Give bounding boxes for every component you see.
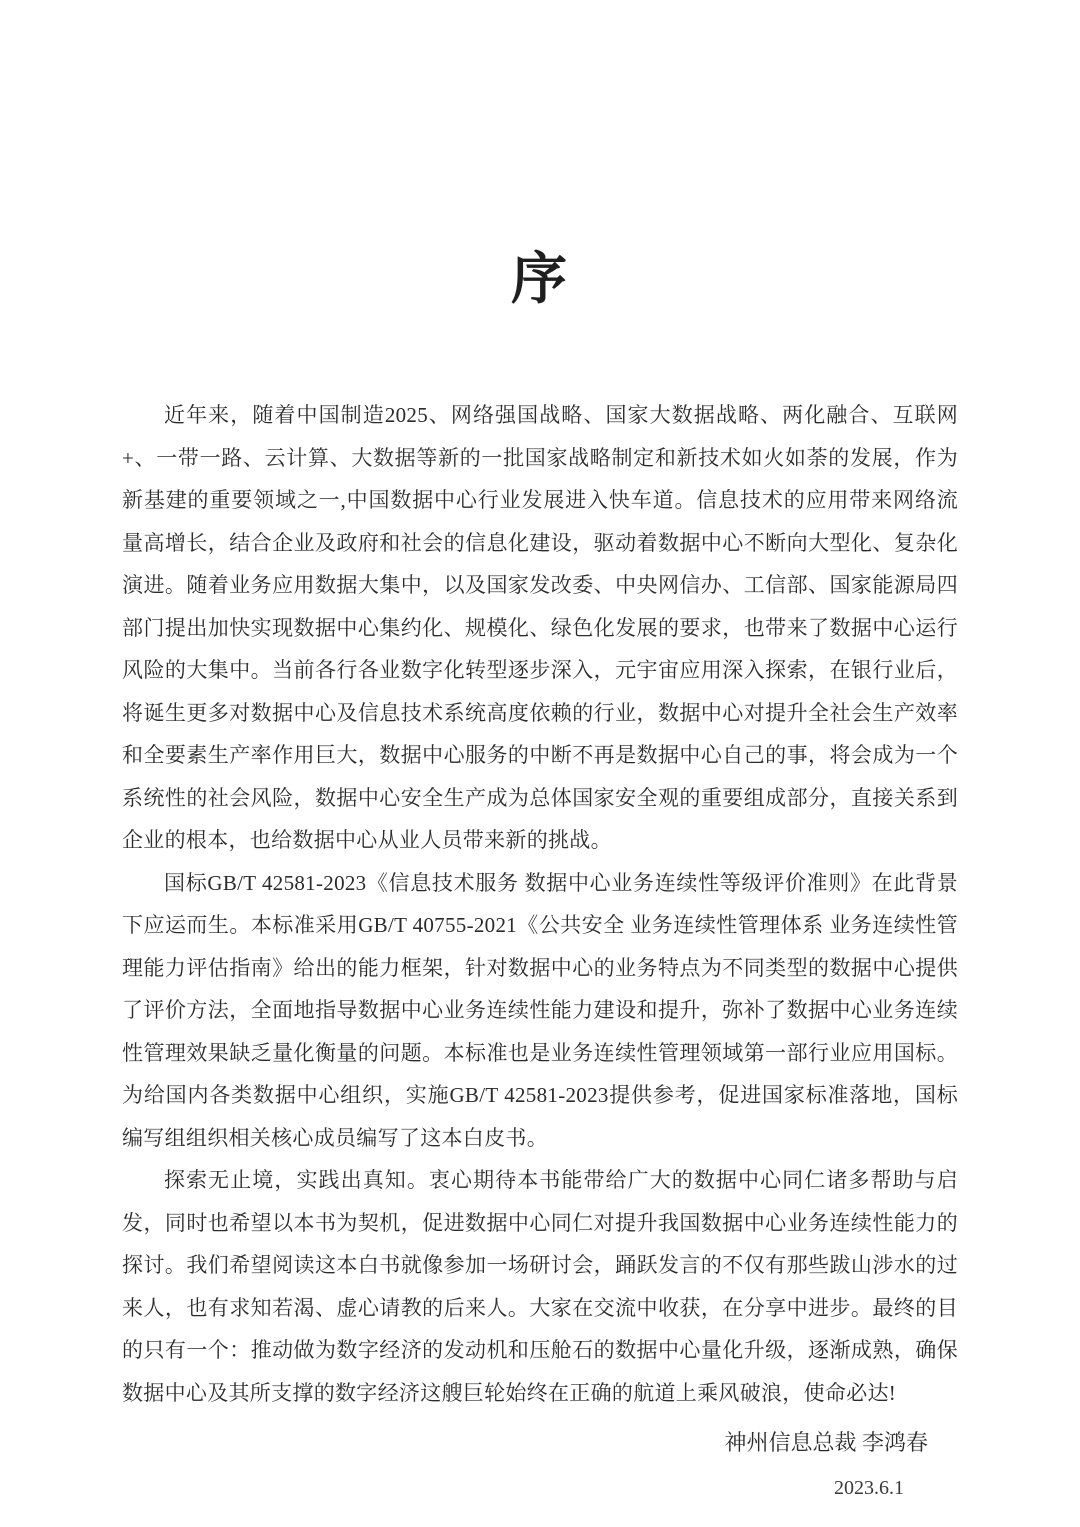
preface-paragraph-1: 近年来，随着中国制造2025、网络强国战略、国家大数据战略、两化融合、互联网+、一带一路、云计算、大数据等新的一批国家战略制定和新技术如火如荼的发展，作为新基建的重要领域之一,中国数据中心行业发展进入快车道。信息技术的应用带来网络流量高增长，结合企业及政府和社会的信息化建设，驱动着数据中心不断向大型化、复杂化演进。随着业务应用数据大集中，以及国家发改委、中央网信办、工信部、国家能源局四部门提出加快实现数据中心集约化、规模化、绿色化发展的要求，也带来了数据中心运行风险的大集中。当前各行各业数字化转型逐步深入，元宇宙应用深入探索，在银行业后，将诞生更多对数据中心及信息技术系统高度依赖的行业，数据中心对提升全社会生产效率和全要素生产率作用巨大，数据中心服务的中断不再是数据中心自己的事，将会成为一个系统性的社会风险，数据中心安全生产成为总体国家安全观的重要组成部分，直接关系到企业的根本，也给数据中心从业人员带来新的挑战。 (122, 403, 958, 852)
preface-paragraph-2: 国标GB/T 42581-2023《信息技术服务 数据中心业务连续性等级评价准则》在此背景下应运而生。本标准采用GB/T 40755-2021《公共安全 业务连续性管理体系 业务连续性管理能力评估指南》给出的能力框架，针对数据中心的业务特点为不同类型的数据中心提供了评价方法，全面地指导数据中心业务连续性能力建设和提升，弥补了数据中心业务连续性管理效果缺乏量化衡量的问题。本标准也是业务连续性管理领域第一部行业应用国标。为给国内各类数据中心组织，实施GB/T 42581-2023提供参考，促进国家标准落地，国标编写组组织相关核心成员编写了这本白皮书。 (122, 870, 958, 1150)
page-title: 序 (511, 249, 569, 311)
signature: 神州信息总裁 李鸿春 (724, 1430, 928, 1455)
preface-body (122, 394, 958, 1414)
signature-date: 2023.6.1 (834, 1477, 904, 1499)
preface-paragraph-3: 探索无止境，实践出真知。衷心期待本书能带给广大的数据中心同仁诸多帮助与启发，同时也希望以本书为契机，促进数据中心同仁对提升我国数据中心业务连续性能力的探讨。我们希望阅读这本白书就像参加一场研讨会，踊跃发言的不仅有那些跋山涉水的过来人，也有求知若渴、虚心请教的后来人。大家在交流中收获，在分享中进步。最终的目的只有一个：推动做为数字经济的发动机和压舱石的数据中心量化升级，逐渐成熟，确保数据中心及其所支撑的数字经济这艘巨轮始终在正确的航道上乘风破浪，使命必达! (122, 1168, 958, 1405)
